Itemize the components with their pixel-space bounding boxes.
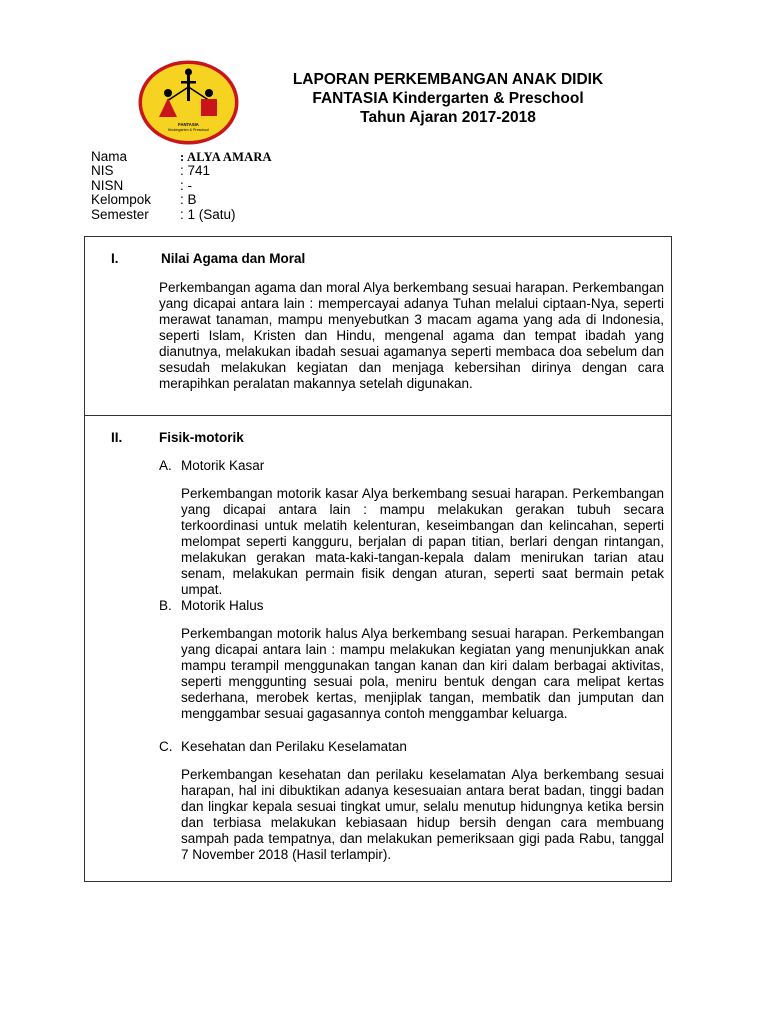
academic-year: Tahun Ajaran 2017-2018 (360, 109, 536, 126)
student-nis: : 741 (180, 163, 211, 179)
report-header (240, 70, 656, 127)
section-title: Fisik-motorik (159, 430, 244, 445)
subsection-letter: A. (159, 458, 172, 473)
student-semester: : 1 (Satu) (180, 206, 236, 222)
subsection-title: Motorik Halus (181, 598, 264, 613)
student-group: : B (180, 192, 197, 208)
report-title: LAPORAN PERKEMBANGAN ANAK DIDIK (292, 71, 604, 88)
subsection-title: Kesehatan dan Perilaku Keselamatan (181, 739, 407, 754)
subsection-text: Perkembangan motorik kasar Alya berkembang sesuai harapan. Perkembangan yang dicapai antara lain : mampu melakukan gerakan tubuh secara terkoordinasi untuk melatih kelenturan, keseimbangan dan kelincahan, seperti melompat seperti kangguru, berjalan di papan titian, berlari dengan rintangan, melakukan gerakan mata-kaki-tangan-kepala dalam menirukan tarian atau senam, melakukan permain fisik dengan aturan, seperti saat bermain petak umpat. (181, 486, 664, 597)
info-label: Kelompok (91, 192, 152, 208)
school-logo (137, 59, 240, 146)
subsection-text: Perkembangan kesehatan dan perilaku keselamatan Alya berkembang sesuai harapan, hal ini dibuktikan adanya kesesuaian antara berat badan, tinggi badan dan lingkar kepala sesuai tingkat umur, selalu menutup hidungnya ketika bersin dan terbiasa melakukan kebiasaan hidup bersih dengan cara membuang sampah pada tempatnya, dan melakukan pemeriksaan gigi pada Rabu, tanggal 7 November 2018 (Hasil terlampir). (181, 767, 664, 862)
student-nisn: : - (180, 177, 192, 193)
info-label: Semester (91, 206, 149, 222)
info-row-nisn (91, 179, 272, 193)
info-row-name (91, 150, 272, 164)
logo-text-1: FANTASIA (178, 122, 199, 127)
logo-text-2: Kindergarten & Preschool (168, 128, 209, 132)
student-info (91, 150, 272, 222)
subsection-letter: C. (159, 739, 173, 754)
section-number: I. (111, 251, 119, 266)
section-number: II. (111, 430, 123, 445)
school-name: FANTASIA Kindergarten & Preschool (312, 90, 584, 107)
student-name: : ALYA AMARA (180, 150, 272, 164)
subsection-text: Perkembangan motorik halus Alya berkembang sesuai harapan. Perkembangan yang dicapai antara lain : mampu melakukan kegiatan yang menunjukkan anak mampu terampil menggunakan tangan kanan dan kiri dalam berbagai aktivitas, seperti menggunting sesuai pola, meniru bentuk dengan cara melipat kertas sederhana, merobek kertas, menjiplak tangan, membatik dan jumputan dan menggambar sesuai gagasannya contoh menggambar keluarga. (181, 626, 664, 721)
info-row-semester (91, 208, 272, 222)
subsection-letter: B. (159, 598, 172, 613)
info-row-nis (91, 164, 272, 178)
info-label: NISN (91, 177, 124, 193)
subsection-title: Motorik Kasar (181, 458, 265, 473)
section-text: Perkembangan agama dan moral Alya berkembang sesuai harapan. Perkembangan yang dicapai antara lain : mempercayai adanya Tuhan melalui ciptaan-Nya, seperti merawat tanaman, mampu menyebutkan 3 macam agama yang ada di Indonesia, seperti Islam, Kristen dan Hindu, mengenal agama dan tempat ibadah yang dianutnya, melakukan ibadah sesuai agamanya seperti membaca doa sebelum dan sesudah melakukan kegiatan dan menjaga kebersihan dirinya dengan cara merapihkan peralatan makannya setelah digunakan. (159, 280, 664, 391)
info-label: NIS (91, 163, 114, 179)
info-row-group (91, 193, 272, 207)
info-label: Nama (91, 149, 128, 164)
section-title: Nilai Agama dan Moral (161, 251, 306, 266)
